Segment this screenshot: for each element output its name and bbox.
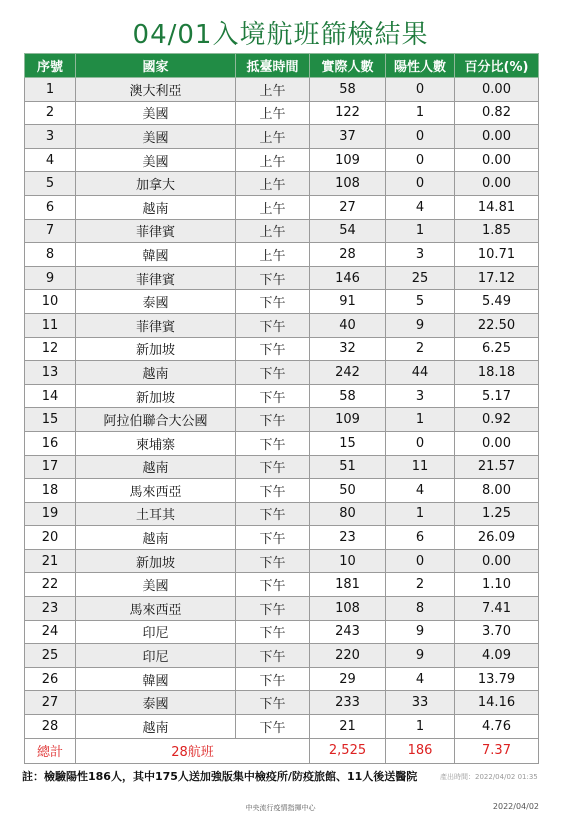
table-row — [25, 667, 539, 691]
cell-percent: 1.85 — [455, 219, 539, 243]
cell-seq: 27 — [25, 691, 76, 715]
cell-percent: 7.41 — [455, 597, 539, 621]
cell-seq: 23 — [25, 597, 76, 621]
cell-arrival-time: 下午 — [236, 549, 310, 573]
total-label: 總計 — [25, 738, 76, 763]
cell-arrival-time: 下午 — [236, 455, 310, 479]
table-row — [25, 125, 539, 149]
generated-timestamp: 產出時間：2022/04/02 01:35 — [440, 773, 538, 781]
cell-positive-count: 11 — [386, 455, 455, 479]
cell-seq: 12 — [25, 337, 76, 361]
cell-actual-count: 58 — [310, 78, 386, 102]
cell-country: 泰國 — [76, 691, 236, 715]
cell-actual-count: 27 — [310, 195, 386, 219]
cell-seq: 22 — [25, 573, 76, 597]
cell-positive-count: 3 — [386, 384, 455, 408]
cell-positive-count: 9 — [386, 644, 455, 668]
cell-positive-count: 0 — [386, 125, 455, 149]
cell-arrival-time: 下午 — [236, 715, 310, 739]
cell-seq: 20 — [25, 526, 76, 550]
cell-seq: 16 — [25, 431, 76, 455]
cell-positive-count: 1 — [386, 715, 455, 739]
cell-percent: 1.10 — [455, 573, 539, 597]
cell-country: 阿拉伯聯合大公國 — [76, 408, 236, 432]
cell-country: 新加坡 — [76, 337, 236, 361]
cell-country: 新加坡 — [76, 549, 236, 573]
table-row — [25, 691, 539, 715]
table-row — [25, 431, 539, 455]
total-flights: 28航班 — [76, 738, 310, 763]
cell-country: 美國 — [76, 148, 236, 172]
table-row — [25, 266, 539, 290]
cell-seq: 18 — [25, 479, 76, 503]
header-percent: 百分比(%) — [455, 54, 539, 78]
cell-actual-count: 51 — [310, 455, 386, 479]
cell-country: 韓國 — [76, 667, 236, 691]
total-positive: 186 — [386, 738, 455, 763]
cell-seq: 13 — [25, 361, 76, 385]
cell-percent: 0.00 — [455, 549, 539, 573]
header-country: 國家 — [76, 54, 236, 78]
cell-percent: 13.79 — [455, 667, 539, 691]
cell-percent: 14.81 — [455, 195, 539, 219]
cell-actual-count: 23 — [310, 526, 386, 550]
cell-positive-count: 0 — [386, 148, 455, 172]
footer-organization: 中央流行疫情指揮中心 — [245, 804, 316, 812]
cell-positive-count: 4 — [386, 195, 455, 219]
cell-actual-count: 243 — [310, 620, 386, 644]
cell-percent: 14.16 — [455, 691, 539, 715]
cell-arrival-time: 下午 — [236, 384, 310, 408]
table-row — [25, 361, 539, 385]
cell-arrival-time: 上午 — [236, 219, 310, 243]
cell-actual-count: 80 — [310, 502, 386, 526]
cell-percent: 6.25 — [455, 337, 539, 361]
cell-arrival-time: 上午 — [236, 243, 310, 267]
cell-actual-count: 109 — [310, 148, 386, 172]
cell-positive-count: 2 — [386, 573, 455, 597]
cell-percent: 0.82 — [455, 101, 539, 125]
cell-actual-count: 233 — [310, 691, 386, 715]
cell-percent: 17.12 — [455, 266, 539, 290]
cell-actual-count: 122 — [310, 101, 386, 125]
cell-actual-count: 28 — [310, 243, 386, 267]
cell-seq: 7 — [25, 219, 76, 243]
cell-arrival-time: 下午 — [236, 620, 310, 644]
table-row — [25, 549, 539, 573]
cell-percent: 10.71 — [455, 243, 539, 267]
cell-actual-count: 32 — [310, 337, 386, 361]
cell-arrival-time: 下午 — [236, 644, 310, 668]
cell-positive-count: 33 — [386, 691, 455, 715]
cell-country: 菲律賓 — [76, 219, 236, 243]
cell-arrival-time: 下午 — [236, 266, 310, 290]
cell-seq: 24 — [25, 620, 76, 644]
cell-percent: 8.00 — [455, 479, 539, 503]
cell-seq: 8 — [25, 243, 76, 267]
cell-positive-count: 6 — [386, 526, 455, 550]
table-row — [25, 573, 539, 597]
cell-percent: 21.57 — [455, 455, 539, 479]
cell-country: 美國 — [76, 125, 236, 149]
cell-percent: 0.00 — [455, 148, 539, 172]
cell-arrival-time: 下午 — [236, 526, 310, 550]
cell-seq: 5 — [25, 172, 76, 196]
cell-positive-count: 0 — [386, 549, 455, 573]
cell-percent: 0.00 — [455, 172, 539, 196]
cell-seq: 6 — [25, 195, 76, 219]
cell-country: 越南 — [76, 455, 236, 479]
table-row — [25, 455, 539, 479]
table-row — [25, 101, 539, 125]
cell-percent: 22.50 — [455, 313, 539, 337]
page-title: 04/01入境航班篩檢結果 — [132, 20, 429, 50]
table-row — [25, 290, 539, 314]
table-row — [25, 195, 539, 219]
cell-percent: 18.18 — [455, 361, 539, 385]
cell-arrival-time: 下午 — [236, 361, 310, 385]
cell-country: 柬埔寨 — [76, 431, 236, 455]
header-actual-count: 實際人數 — [310, 54, 386, 78]
cell-positive-count: 25 — [386, 266, 455, 290]
table-row — [25, 644, 539, 668]
cell-percent: 0.92 — [455, 408, 539, 432]
cell-country: 泰國 — [76, 290, 236, 314]
table-row — [25, 384, 539, 408]
cell-seq: 9 — [25, 266, 76, 290]
cell-percent: 4.76 — [455, 715, 539, 739]
cell-seq: 26 — [25, 667, 76, 691]
table-row — [25, 408, 539, 432]
cell-percent: 0.00 — [455, 78, 539, 102]
cell-actual-count: 37 — [310, 125, 386, 149]
cell-actual-count: 108 — [310, 597, 386, 621]
cell-country: 印尼 — [76, 644, 236, 668]
header-arrival-time: 抵臺時間 — [236, 54, 310, 78]
cell-percent: 3.70 — [455, 620, 539, 644]
cell-percent: 0.00 — [455, 431, 539, 455]
table-row — [25, 597, 539, 621]
cell-country: 美國 — [76, 101, 236, 125]
cell-arrival-time: 上午 — [236, 172, 310, 196]
table-body — [25, 78, 539, 739]
table-row — [25, 219, 539, 243]
cell-arrival-time: 下午 — [236, 667, 310, 691]
cell-positive-count: 1 — [386, 408, 455, 432]
cell-arrival-time: 下午 — [236, 408, 310, 432]
cell-actual-count: 10 — [310, 549, 386, 573]
table-row — [25, 502, 539, 526]
cell-seq: 3 — [25, 125, 76, 149]
cell-positive-count: 0 — [386, 431, 455, 455]
cell-percent: 5.17 — [455, 384, 539, 408]
cell-seq: 14 — [25, 384, 76, 408]
cell-actual-count: 58 — [310, 384, 386, 408]
table-row — [25, 172, 539, 196]
cell-arrival-time: 下午 — [236, 573, 310, 597]
cell-actual-count: 21 — [310, 715, 386, 739]
cell-country: 印尼 — [76, 620, 236, 644]
cell-actual-count: 220 — [310, 644, 386, 668]
cell-positive-count: 44 — [386, 361, 455, 385]
cell-arrival-time: 下午 — [236, 313, 310, 337]
cell-country: 越南 — [76, 715, 236, 739]
cell-actual-count: 91 — [310, 290, 386, 314]
table-row — [25, 78, 539, 102]
table-row — [25, 526, 539, 550]
cell-country: 越南 — [76, 526, 236, 550]
table-row — [25, 479, 539, 503]
cell-seq: 28 — [25, 715, 76, 739]
cell-positive-count: 2 — [386, 337, 455, 361]
screening-results-table — [24, 53, 539, 764]
cell-seq: 25 — [25, 644, 76, 668]
cell-seq: 4 — [25, 148, 76, 172]
cell-positive-count: 8 — [386, 597, 455, 621]
cell-seq: 19 — [25, 502, 76, 526]
cell-arrival-time: 上午 — [236, 101, 310, 125]
cell-arrival-time: 下午 — [236, 691, 310, 715]
cell-country: 美國 — [76, 573, 236, 597]
table-header-row — [25, 54, 539, 78]
cell-actual-count: 242 — [310, 361, 386, 385]
cell-positive-count: 0 — [386, 78, 455, 102]
cell-arrival-time: 上午 — [236, 78, 310, 102]
cell-arrival-time: 下午 — [236, 479, 310, 503]
cell-country: 澳大利亞 — [76, 78, 236, 102]
cell-actual-count: 40 — [310, 313, 386, 337]
cell-country: 越南 — [76, 361, 236, 385]
cell-country: 加拿大 — [76, 172, 236, 196]
cell-actual-count: 50 — [310, 479, 386, 503]
cell-country: 馬來西亞 — [76, 479, 236, 503]
total-row — [25, 738, 539, 763]
header-seq: 序號 — [25, 54, 76, 78]
cell-arrival-time: 下午 — [236, 290, 310, 314]
cell-seq: 11 — [25, 313, 76, 337]
cell-arrival-time: 下午 — [236, 337, 310, 361]
cell-arrival-time: 下午 — [236, 597, 310, 621]
cell-arrival-time: 下午 — [236, 431, 310, 455]
cell-country: 菲律賓 — [76, 313, 236, 337]
footer-date: 2022/04/02 — [492, 802, 539, 811]
cell-country: 土耳其 — [76, 502, 236, 526]
total-actual: 2,525 — [310, 738, 386, 763]
cell-actual-count: 54 — [310, 219, 386, 243]
cell-seq: 17 — [25, 455, 76, 479]
total-percent: 7.37 — [455, 738, 539, 763]
cell-positive-count: 1 — [386, 219, 455, 243]
cell-seq: 21 — [25, 549, 76, 573]
cell-actual-count: 108 — [310, 172, 386, 196]
cell-positive-count: 9 — [386, 620, 455, 644]
header-positive-count: 陽性人數 — [386, 54, 455, 78]
table-row — [25, 243, 539, 267]
cell-percent: 0.00 — [455, 125, 539, 149]
cell-positive-count: 4 — [386, 479, 455, 503]
cell-actual-count: 109 — [310, 408, 386, 432]
cell-actual-count: 146 — [310, 266, 386, 290]
cell-actual-count: 29 — [310, 667, 386, 691]
cell-percent: 1.25 — [455, 502, 539, 526]
cell-arrival-time: 上午 — [236, 125, 310, 149]
cell-country: 韓國 — [76, 243, 236, 267]
cell-country: 馬來西亞 — [76, 597, 236, 621]
cell-percent: 5.49 — [455, 290, 539, 314]
footnote: 註：檢驗陽性186人，其中175人送加強版集中檢疫所/防疫旅館、11人後送醫院 — [22, 770, 418, 783]
cell-actual-count: 15 — [310, 431, 386, 455]
table-row — [25, 620, 539, 644]
cell-country: 菲律賓 — [76, 266, 236, 290]
cell-percent: 26.09 — [455, 526, 539, 550]
table-row — [25, 715, 539, 739]
cell-positive-count: 4 — [386, 667, 455, 691]
cell-positive-count: 3 — [386, 243, 455, 267]
table-row — [25, 337, 539, 361]
cell-country: 越南 — [76, 195, 236, 219]
cell-seq: 15 — [25, 408, 76, 432]
table-row — [25, 148, 539, 172]
cell-actual-count: 181 — [310, 573, 386, 597]
cell-seq: 10 — [25, 290, 76, 314]
cell-positive-count: 5 — [386, 290, 455, 314]
cell-positive-count: 0 — [386, 172, 455, 196]
cell-positive-count: 9 — [386, 313, 455, 337]
cell-country: 新加坡 — [76, 384, 236, 408]
cell-seq: 1 — [25, 78, 76, 102]
cell-percent: 4.09 — [455, 644, 539, 668]
cell-seq: 2 — [25, 101, 76, 125]
table-row — [25, 313, 539, 337]
cell-positive-count: 1 — [386, 101, 455, 125]
cell-arrival-time: 上午 — [236, 148, 310, 172]
cell-arrival-time: 上午 — [236, 195, 310, 219]
cell-arrival-time: 下午 — [236, 502, 310, 526]
cell-positive-count: 1 — [386, 502, 455, 526]
